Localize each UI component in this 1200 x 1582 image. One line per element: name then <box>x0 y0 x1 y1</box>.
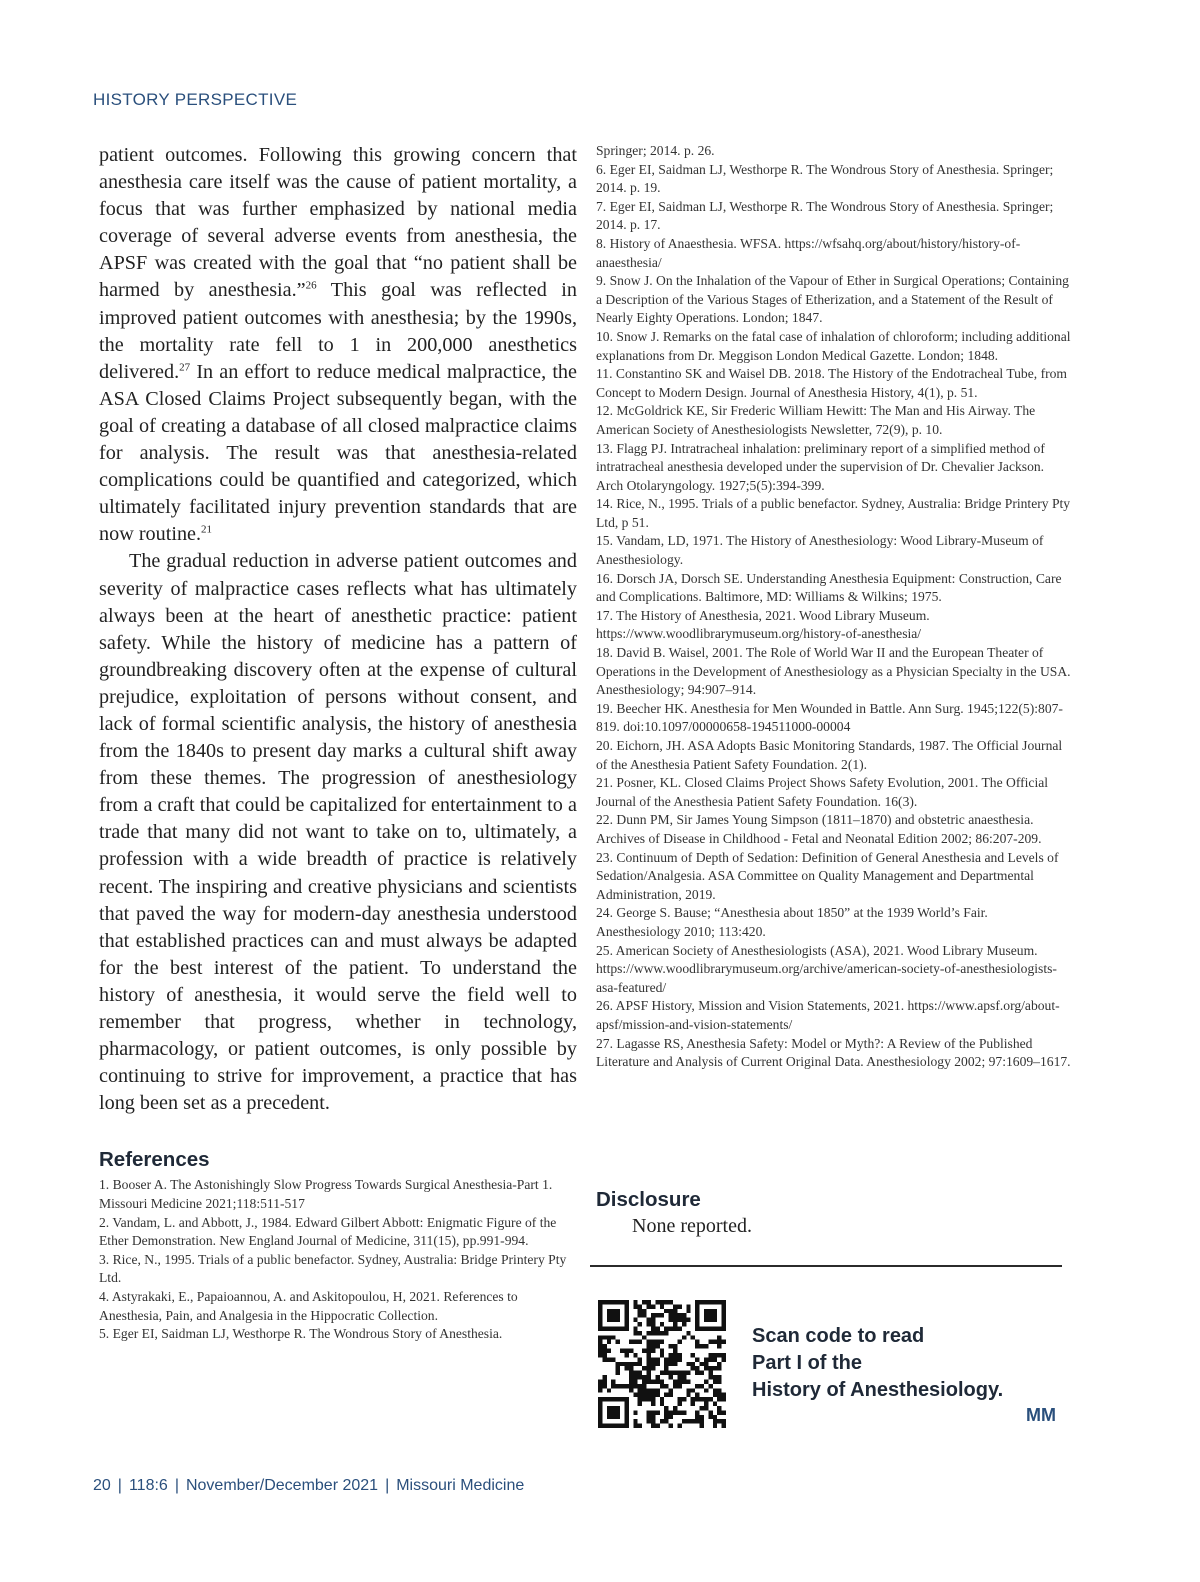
reference-item: 11. Constantino SK and Waisel DB. 2018. The History of the Endotracheal Tube, from Concept to Modern Design. Journal of Anesthesia History, 4(1), p. 51. <box>596 366 1067 400</box>
reference-item: Springer; 2014. p. 26. <box>596 143 715 158</box>
reference-item: 19. Beecher HK. Anesthesia for Men Wounded in Battle. Ann Surg. 1945;122(5):807-819. doi:10.1097/00000658-194511000-00004 <box>596 700 1063 735</box>
reference-item: 23. Continuum of Depth of Sedation: Definition of General Anesthesia and Levels of Sedation/Analgesia. ASA Committee on Quality Management and Departmental Administration, 2019. <box>596 849 1059 902</box>
reference-item: 8. History of Anaesthesia. WFSA. https://wfsahq.org/about/history/history-of-anaesthesia/ <box>596 235 1021 270</box>
reference-item: 14. Rice, N., 1995. Trials of a public benefactor. Sydney, Australia: Bridge Printery Pty Ltd, p 51. <box>596 496 1071 530</box>
reference-item: 2. Vandam, L. and Abbott, J., 1984. Edward Gilbert Abbott: Enigmatic Figure of the Ether Demonstration. New England Journal of Medicine, 311(15), pp.991-994. <box>99 1214 557 1249</box>
reference-item: 5. Eger EI, Saidman LJ, Westhorpe R. The Wondrous Story of Anesthesia. <box>99 1326 503 1342</box>
references-list-left <box>99 1176 571 1343</box>
text-span: In an effort to reduce medical malpractice, the ASA Closed Claims Project subsequently began, with the goal of creating a database of all closed malpractice claims for analysis. The result was that anesthesia-related complications could be quantified and categorized, which ultimately facilitated injury prevention standards that are now routine. <box>99 360 577 546</box>
reference-item: 10. Snow J. Remarks on the fatal case of inhalation of chloroform; including additional explanations from Dr. Meggison London Medical Gazette. London; 1848. <box>596 328 1071 363</box>
references-list-right <box>596 142 1072 1072</box>
reference-item: 26. APSF History, Mission and Vision Statements, 2021. https://www.apsf.org/about-apsf/mission-and-vision-statements/ <box>596 998 1060 1032</box>
reference-item: 4. Astyrakaki, E., Papaioannou, A. and Askitopoulou, H, 2021. References to Anesthesia, Pain, and Analgesia in the Hippocratic Collection. <box>99 1288 518 1323</box>
footer-separator: | <box>174 1477 179 1494</box>
reference-item: 25. American Society of Anesthesiologists (ASA), 2021. Wood Library Museum. https://www.woodlibrarymuseum.org/archive/american-society-of-anesthesiologists-asa-featured/ <box>596 942 1057 995</box>
reference-item: 13. Flagg PJ. Intratracheal inhalation: preliminary report of a simplified method of intratracheal anesthesia developed under the supervision of Dr. Chevalier Jackson. Arch Otolaryngology. 1927;5(5):394-399. <box>596 440 1045 493</box>
citation-superscript: 21 <box>201 523 213 536</box>
page-footer <box>93 1477 524 1495</box>
footer-separator: | <box>117 1477 122 1494</box>
left-column <box>99 142 577 1344</box>
issue-date: November/December 2021 <box>185 1477 379 1494</box>
reference-item: 22. Dunn PM, Sir James Young Simpson (1811–1870) and obstetric anaesthesia. Archives of Disease in Childhood - Fetal and Neonatal Edition 2002; 86:207-209. <box>596 812 1042 846</box>
reference-item: 17. The History of Anesthesia, 2021. Wood Library Museum. https://www.woodlibrarymuseum.org/history-of-anesthesia/ <box>596 607 930 642</box>
reference-item: 18. David B. Waisel, 2001. The Role of World War II and the European Theater of Operations in the Development of Anesthesiology as a Physician Specialty in the USA. Anesthesiology; 94:907–914. <box>596 645 1071 698</box>
qr-caption-line: History of Anesthesiology. <box>752 1379 1004 1401</box>
article-body <box>99 142 577 1117</box>
disclosure-section <box>596 1188 1066 1238</box>
footer-separator: | <box>385 1477 390 1494</box>
qr-code-icon[interactable] <box>598 1300 726 1428</box>
reference-item: 7. Eger EI, Saidman LJ, Westhorpe R. The Wondrous Story of Anesthesia. Springer; 2014. p. 17. <box>596 198 1054 233</box>
references-heading: References <box>99 1148 210 1172</box>
text-span: This goal was reflected in improved patient outcomes with anesthesia; by the 1990s, the mortality rate fell to 1 in 200,000 anesthetics delivered. <box>99 279 577 383</box>
references-section <box>99 1148 577 1343</box>
text-span: patient outcomes. Following this growing concern that anesthesia care itself was the cause of patient mortality, a focus that was further emphasized by national media coverage of several adverse events from anesthesia, the APSF was created with the goal that “no patient shall be harmed by anesthesia.” <box>99 144 577 302</box>
disclosure-text: None reported. <box>632 1215 752 1237</box>
citation-superscript: 26 <box>305 279 317 292</box>
reference-item: 27. Lagasse RS, Anesthesia Safety: Model or Myth?: A Review of the Published Literature and Analysis of Current Original Data. Anesthesiology 2002; 97:1609–1617. <box>596 1035 1071 1070</box>
reference-item: 16. Dorsch JA, Dorsch SE. Understanding Anesthesia Equipment: Construction, Care and Complications. Baltimore, MD: Williams & Wilkins; 1975. <box>596 570 1062 605</box>
reference-item: 9. Snow J. On the Inhalation of the Vapour of Ether in Surgical Operations; Containing a Description of the Various Stages of Etherization, and a Statement of the Result of Nearly Eighty Operations. London; 1847. <box>596 273 1069 326</box>
disclosure-heading: Disclosure <box>596 1188 701 1211</box>
reference-item: 20. Eichorn, JH. ASA Adopts Basic Monitoring Standards, 1987. The Official Journal of the Anesthesia Patient Safety Foundation. 2(1). <box>596 738 1063 772</box>
reference-item: 21. Posner, KL. Closed Claims Project Shows Safety Evolution, 2001. The Official Journal of the Anesthesia Patient Safety Foundation. 16(3). <box>596 775 1049 809</box>
qr-caption-line: Scan code to read <box>752 1325 925 1347</box>
volume-issue: 118:6 <box>128 1477 168 1494</box>
reference-item: 6. Eger EI, Saidman LJ, Westhorpe R. The Wondrous Story of Anesthesia. Springer; 2014. p. 19. <box>596 161 1054 196</box>
journal-name: Missouri Medicine <box>396 1477 525 1494</box>
qr-caption <box>752 1323 1062 1404</box>
divider <box>590 1265 1062 1267</box>
reference-item: 24. George S. Bause; “Anesthesia about 1850” at the 1939 World’s Fair. Anesthesiology 2010; 113:420. <box>596 905 988 939</box>
paragraph-1 <box>99 142 577 548</box>
right-column <box>596 142 1072 1072</box>
citation-superscript: 27 <box>179 361 191 374</box>
qr-caption-line: Part I of the <box>752 1352 863 1374</box>
section-label: HISTORY PERSPECTIVE <box>93 90 298 109</box>
reference-item: 15. Vandam, LD, 1971. The History of Anesthesiology: Wood Library-Museum of Anesthesiology. <box>596 533 1044 568</box>
mm-logo: MM <box>1026 1405 1056 1425</box>
reference-item: 1. Booser A. The Astonishingly Slow Progress Towards Surgical Anesthesia-Part 1. Missouri Medicine 2021;118:511-517 <box>99 1177 553 1211</box>
page-number: 20 <box>93 1477 111 1494</box>
paragraph-2: The gradual reduction in adverse patient outcomes and severity of malpractice cases reflects what has ultimately always been at the heart of anesthetic practice: patient safety. While the history of medicine has a pattern of groundbreaking discovery often at the expense of cultural prejudice, exploitation of persons without consent, and lack of formal scientific analysis, the history of anesthesia from the 1840s to present day marks a cultural shift away from these themes. The progression of anesthesiology from a craft that could be capitalized for entertainment to a trade that many did not want to take on to, ultimately, a profession with a wide breadth of practice is relatively recent. The inspiring and creative physicians and scientists that paved the way for modern-day anesthesia understood that established practices can and must always be adapted for the best interest of the patient. To understand the history of anesthesia, it would serve the field well to remember that progress, whether in technology, pharmacology, or patient outcomes, is only possible by continuing to strive for improvement, a practice that has long been set as a precedent. <box>99 550 577 1115</box>
reference-item: 12. McGoldrick KE, Sir Frederic William Hewitt: The Man and His Airway. The American Society of Anesthesiologists Newsletter, 72(9), p. 10. <box>596 403 1036 437</box>
reference-item: 3. Rice, N., 1995. Trials of a public benefactor. Sydney, Australia: Bridge Printery Pty Ltd. <box>99 1251 567 1286</box>
